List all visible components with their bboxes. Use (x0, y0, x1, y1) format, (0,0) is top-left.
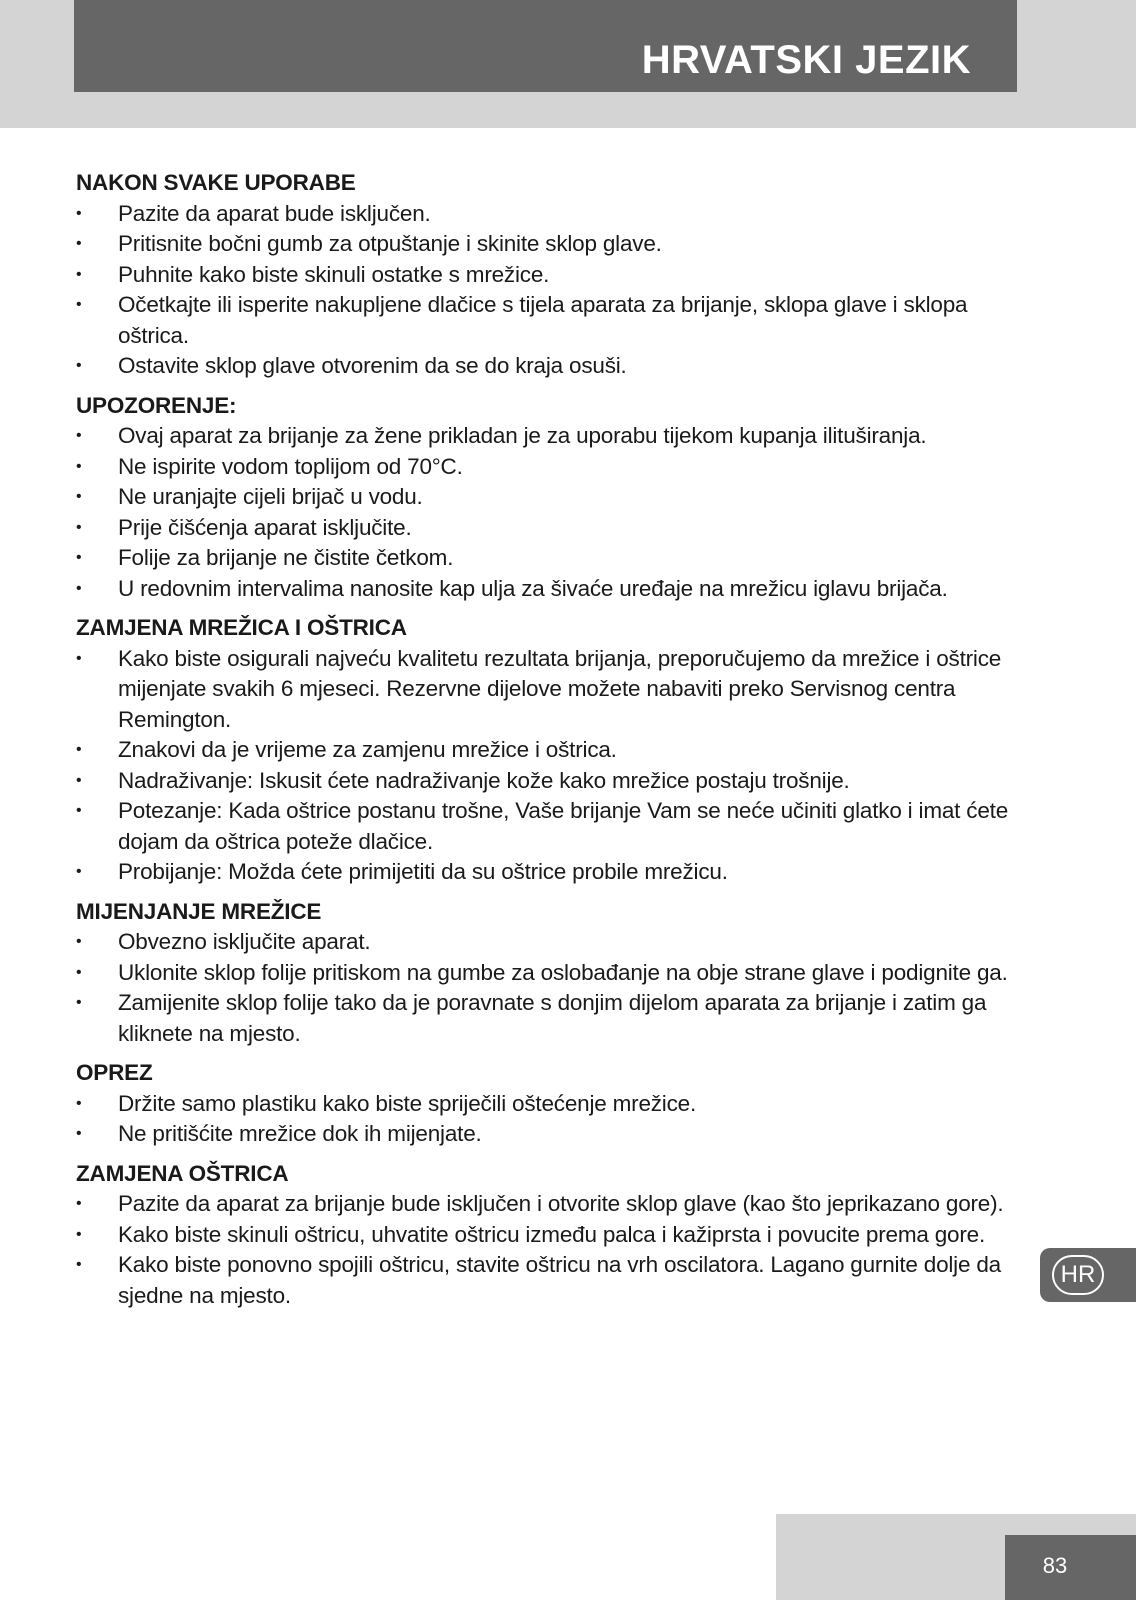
bullet-list (76, 199, 1026, 382)
section-title: UPOZORENJE: (76, 392, 237, 418)
list-item: • Uklonite sklop folije pritiskom na gumbe za oslobađanje na obje strane glave i podignite ga. (76, 958, 1026, 989)
section (76, 1058, 1026, 1150)
bullet-list (76, 1189, 1026, 1311)
list-item: • Pazite da aparat bude isključen. (76, 199, 1026, 230)
list-item: • Kako biste ponovno spojili oštricu, stavite oštricu na vrh oscilatora. Lagano gurnite dolje da sjedne na mjesto. (76, 1250, 1026, 1311)
list-item: • Ovaj aparat za brijanje za žene prikladan je za uporabu tijekom kupanja ilituširanja. (76, 421, 1026, 452)
list-item: • Ne uranjajte cijeli brijač u vodu. (76, 482, 1026, 513)
list-item: • Očetkajte ili isperite nakupljene dlačice s tijela aparata za brijanje, sklopa glave i sklopa oštrica. (76, 290, 1026, 351)
section (76, 1159, 1026, 1312)
list-item: • Obvezno isključite aparat. (76, 927, 1026, 958)
list-item: • Ne pritišćite mrežice dok ih mijenjate. (76, 1119, 1026, 1150)
section-title: MIJENJANJE MREŽICE (76, 898, 322, 924)
language-badge: HR (1052, 1255, 1104, 1295)
list-item: • Zamijenite sklop folije tako da je poravnate s donjim dijelom aparata za brijanje i zatim ga kliknete na mjesto. (76, 988, 1026, 1049)
list-item: • Folije za brijanje ne čistite četkom. (76, 543, 1026, 574)
list-item: • Kako biste skinuli oštricu, uhvatite oštricu između palca i kažiprsta i povucite prema gore. (76, 1220, 1026, 1251)
section-title: ZAMJENA MREŽICA I OŠTRICA (76, 615, 407, 640)
section (76, 168, 1026, 382)
bullet-list (76, 927, 1026, 1049)
section (76, 613, 1026, 888)
bullet-list (76, 421, 1026, 604)
section-title: OPREZ (76, 1060, 153, 1085)
list-item: • Kako biste osigurali najveću kvalitetu rezultata brijanja, preporučujemo da mrežice i oštrice mijenjate svakih 6 mjeseci. Rezervne dijelove možete nabaviti preko Servisnog centra Remington. (76, 644, 1026, 736)
section-title: ZAMJENA OŠTRICA (76, 1160, 289, 1186)
list-item: • Znakovi da je vrijeme za zamjenu mrežice i oštrica. (76, 735, 1026, 766)
list-item: • Prije čišćenja aparat isključite. (76, 513, 1026, 544)
section-title: NAKON SVAKE UPORABE (76, 170, 356, 195)
page-number: 83 (1042, 1553, 1068, 1578)
section (76, 391, 1026, 605)
manual-content (76, 168, 1026, 1311)
section (76, 897, 1026, 1050)
list-item: • Ne ispirite vodom toplijom od 70°C. (76, 452, 1026, 483)
bullet-list (76, 1089, 1026, 1150)
list-item: • Nadraživanje: Iskusit ćete nadraživanje kože kako mrežice postaju trošnije. (76, 766, 1026, 797)
list-item: • Držite samo plastiku kako biste spriječili oštećenje mrežice. (76, 1089, 1026, 1120)
language-tab (1040, 1248, 1136, 1302)
list-item: • Puhnite kako biste skinuli ostatke s mrežice. (76, 260, 1026, 291)
list-item: • Pazite da aparat za brijanje bude isključen i otvorite sklop glave (kao što jeprikazano gore). (76, 1189, 1026, 1220)
footer-box (1005, 1535, 1136, 1600)
bullet-list (76, 644, 1026, 888)
list-item: • Potezanje: Kada oštrice postanu trošne, Vaše brijanje Vam se neće učiniti glatko i imat ćete dojam da oštrica poteže dlačice. (76, 796, 1026, 857)
list-item: • U redovnim intervalima nanosite kap ulja za šivaće uređaje na mrežicu iglavu brijača. (76, 574, 1026, 605)
header-box (74, 0, 1017, 92)
list-item: • Pritisnite bočni gumb za otpuštanje i skinite sklop glave. (76, 229, 1026, 260)
page-title: HRVATSKI JEZIK (641, 38, 971, 82)
list-item: • Ostavite sklop glave otvorenim da se do kraja osuši. (76, 351, 1026, 382)
list-item: • Probijanje: Možda ćete primijetiti da su oštrice probile mrežicu. (76, 857, 1026, 888)
